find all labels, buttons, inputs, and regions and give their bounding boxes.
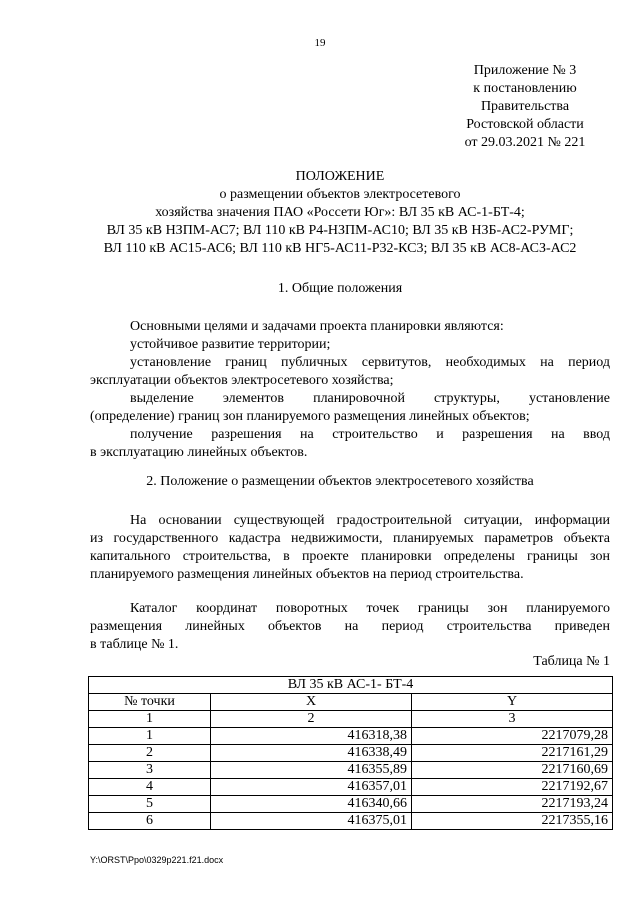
header-y: Y xyxy=(412,694,613,711)
y-value: 2217160,69 xyxy=(412,762,613,779)
table-row xyxy=(89,779,613,796)
y-value: 2217192,67 xyxy=(412,779,613,796)
x-value: 416338,49 xyxy=(211,745,412,762)
body-line: размещения линейных объектов на период строительства приведен xyxy=(90,619,610,634)
x-value: 416357,01 xyxy=(211,779,412,796)
column-number: 1 xyxy=(89,711,211,728)
appendix-line: Правительства xyxy=(480,99,570,114)
point-number: 3 xyxy=(89,762,211,779)
table-row xyxy=(89,813,613,830)
body-line: планируемого размещения линейных объектов на период строительства. xyxy=(90,567,524,582)
table-row xyxy=(89,796,613,813)
column-number: 2 xyxy=(211,711,412,728)
body-line: в эксплуатацию линейных объектов. xyxy=(90,445,308,460)
body-line: На основании существующей градостроительной ситуации, информации xyxy=(130,513,610,528)
file-path-footer: Y:\ORST\Ppo\0329p221.f21.docx xyxy=(90,855,224,865)
point-number: 6 xyxy=(89,813,211,830)
appendix-line: Приложение № 3 xyxy=(473,63,577,78)
section1-heading: 1. Общие положения xyxy=(277,281,403,296)
x-value: 416318,38 xyxy=(211,728,412,745)
table-row xyxy=(89,745,613,762)
y-value: 2217079,28 xyxy=(412,728,613,745)
body-line: Основными целями и задачами проекта планировки являются: xyxy=(130,319,504,334)
body-line: получение разрешения на строительство и разрешения на ввод xyxy=(130,427,610,442)
header-x: X xyxy=(211,694,412,711)
title-line: хозяйства значения ПАО «Россети Юг»: ВЛ 35 кВ АС-1-БТ-4; xyxy=(155,205,525,220)
section2-heading: 2. Положение о размещении объектов электросетевого хозяйства xyxy=(146,474,534,489)
appendix-block xyxy=(440,62,610,152)
body-line: капитального строительства, в проекте планировки определены границы зон xyxy=(90,549,610,564)
point-number: 2 xyxy=(89,745,211,762)
title-heading: ПОЛОЖЕНИЕ xyxy=(295,169,385,184)
x-value: 416375,01 xyxy=(211,813,412,830)
body-line: (определение) границ зон планируемого размещения линейных объектов; xyxy=(90,409,530,424)
page-number: 19 xyxy=(314,37,326,49)
point-number: 1 xyxy=(89,728,211,745)
point-number: 5 xyxy=(89,796,211,813)
body-line: эксплуатации объектов электросетевого хозяйства; xyxy=(90,373,394,388)
title-line: о размещении объектов электросетевого xyxy=(219,187,461,202)
body-line: в таблице № 1. xyxy=(90,637,179,652)
title-line: ВЛ 110 кВ АС15-АС6; ВЛ 110 кВ НГ5-АС11-Р32-КС3; ВЛ 35 кВ АС8-АСЗ-АС2 xyxy=(103,241,577,256)
table-caption: Таблица № 1 xyxy=(533,654,610,669)
table-title: ВЛ 35 кВ АС-1- БТ-4 xyxy=(89,677,613,694)
table-title-row xyxy=(89,677,613,694)
section2-paragraph2 xyxy=(90,600,610,654)
y-value: 2217161,29 xyxy=(412,745,613,762)
appendix-line: Ростовской области xyxy=(466,117,584,132)
appendix-line: к постановлению xyxy=(473,81,577,96)
body-line: установление границ публичных сервитутов, необходимых на период xyxy=(130,355,610,370)
column-number: 3 xyxy=(412,711,613,728)
y-value: 2217355,16 xyxy=(412,813,613,830)
section1-body xyxy=(90,318,610,462)
body-line: устойчивое развитие территории; xyxy=(130,337,331,352)
header-point: № точки xyxy=(89,694,211,711)
column-number-row xyxy=(89,711,613,728)
table-header-row xyxy=(89,694,613,711)
point-number: 4 xyxy=(89,779,211,796)
coordinates-table xyxy=(88,676,613,830)
body-line: выделение элементов планировочной структуры, установление xyxy=(130,391,610,406)
document-title xyxy=(60,168,620,258)
x-value: 416355,89 xyxy=(211,762,412,779)
title-line: ВЛ 35 кВ НЗПМ-АС7; ВЛ 110 кВ Р4-НЗПМ-АС10; ВЛ 35 кВ НЗБ-АС2-РУМГ; xyxy=(106,223,574,238)
appendix-line: от 29.03.2021 № 221 xyxy=(464,135,586,150)
table-row xyxy=(89,762,613,779)
body-line: Каталог координат поворотных точек границы зон планируемого xyxy=(130,601,610,616)
body-line: из государственного кадастра недвижимости, планируемых параметров объекта xyxy=(90,531,610,546)
section2-paragraph1 xyxy=(90,512,610,584)
table-row xyxy=(89,728,613,745)
y-value: 2217193,24 xyxy=(412,796,613,813)
x-value: 416340,66 xyxy=(211,796,412,813)
